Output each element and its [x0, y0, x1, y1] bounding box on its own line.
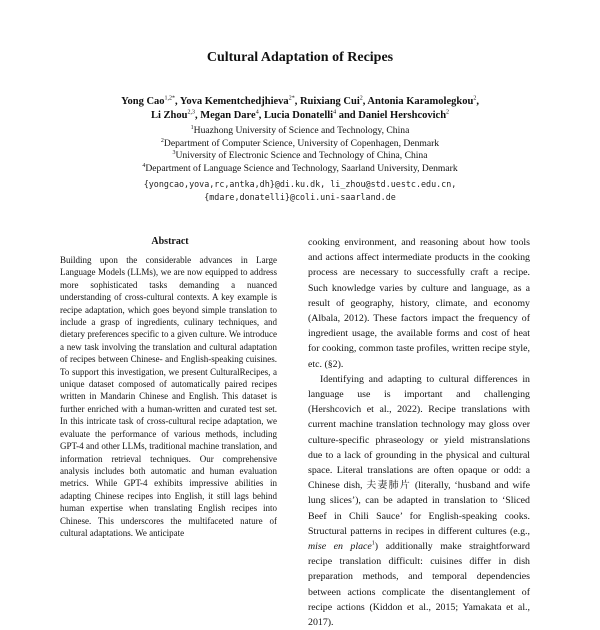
- email-line: {mdare,donatelli}@coli.uni-saarland.de: [204, 192, 396, 202]
- introduction-column: [308, 235, 530, 630]
- author-affiliation-mark: 4: [333, 109, 337, 116]
- chinese-dish-name: 夫妻肺片: [366, 480, 412, 492]
- affiliation-list: [30, 125, 570, 175]
- abstract-body: [60, 254, 277, 539]
- author-name: Lucia Donatelli: [263, 110, 334, 121]
- footnote-mark: 1: [371, 540, 375, 547]
- affiliation: $^1$Huazhong University of Science and Technology, China: [190, 124, 410, 136]
- author-affiliation-mark: 1,2*: [164, 95, 176, 102]
- author-affiliation-mark: 2,3: [187, 109, 195, 116]
- author-name: Yong Cao: [121, 96, 165, 107]
- affiliation: $^3$University of Electronic Science and Technology of China, China: [172, 150, 428, 162]
- email-list: [30, 178, 570, 204]
- affiliation: $^2$Department of Computer Science, University of Copenhagen, Denmark: [160, 137, 440, 149]
- abstract-heading: Abstract: [151, 236, 189, 247]
- abstract-paragraph: Building upon the considerable advances in Large Language Models (LLMs), we are now equipped to address more sophisticated tasks demanding a nuanced understanding of cross-cultural contexts. A key example is recipe adaptation, which goes beyond simple translation to include a grasp of ingredients, culinary techniques, and dietary preferences specific to a given culture. We introduce a new task involving the translation and cultural adaptation of recipes between Chinese- and English-speaking cuisines. To support this investigation, we present CulturalRecipes, a unique dataset composed of automatically paired recipes written in Mandarin Chinese and English. This dataset is further enriched with a human-written and curated test set. In this intricate task of cross-cultural recipe adaptation, we evaluate the performance of various methods, including GPT-4 and other LLMs, traditional machine translation, and information retrieval techniques. Our comprehensive analysis includes both automatic and human evaluation metrics. While GPT-4 exhibits impressive abilities in adapting Chinese recipes into English, it still lags behind human expertise when translating English recipes into Chinese. This underscores the multifaceted nature of cultural adaptations. We anticipate: [60, 255, 277, 538]
- author-affiliation-mark: 2: [473, 95, 477, 102]
- author-name: and Daniel Hershcovich: [338, 110, 447, 121]
- affiliation: $^4$Department of Language Science and Technology, Saarland University, Denmark: [142, 162, 458, 174]
- paper-title: Cultural Adaptation of Recipes: [206, 50, 394, 65]
- body-paragraph: Identifying and adapting to cultural differences in language use is important and challenging (Hershcovich et al., 2022). Recipe translations with current machine translation technology may gloss over culture-specific phraseology or yield mistranslations due to a lack of grounding in the physical and cultural space. Literal translations are often opaque or odd: a Chinese dish, 夫妻肺片 (literally, ‘husband and wife lung slices’), can be adapted in translation to ‘Sliced Beef in Chili Sauce’ for English-speaking cooks. Structural patterns in recipes in different cultures (e.g., mise en place$^1$) additionally make straightforward recipe translation difficult: cuisines differ in dish preparation methods, and temporal dependencies between actions complicate the disentanglement of recipe actions (Kiddon et al., 2015; Yamakata et al., 2017).: [308, 373, 530, 629]
- author-affiliation-mark: 2: [359, 95, 363, 102]
- author-name: Ruixiang Cui: [299, 96, 360, 107]
- author-name: Antonia Karamolegkou: [367, 96, 474, 107]
- author-name: Yova Kementchedjhieva: [179, 96, 289, 107]
- author-name: Li Zhou: [150, 110, 188, 121]
- email-line: {yongcao,yova,rc,antka,dh}@di.ku.dk, li_zhou@std.uestc.edu.cn,: [143, 179, 457, 189]
- author-list: Yong Cao$^{1,2*}$, Yova Kementchedjhieva$^{2*}$, Ruixiang Cui$^2$, Antonia Karamolegkou$^2$, Li Zhou$^{2,3}$, Megan Dare$^4$, Lucia Donatelli$^4$ and Daniel Hershcovich$^2$: [121, 95, 479, 121]
- author-affiliation-mark: 4: [255, 109, 259, 116]
- author-affiliation-mark: 2*: [288, 95, 295, 102]
- mise-en-place-term: mise en place: [308, 541, 372, 553]
- author-name: Megan Dare: [200, 110, 256, 121]
- author-affiliation-mark: 2: [446, 109, 450, 116]
- body-paragraph: cooking environment, and reasoning about how tools and actions affect intermediate products in the cooking process are necessary to successfully craft a recipe. Such knowledge varies by culture and language, as a result of geography, history, climate, and economy (Albala, 2012). These factors impact the frequency of ingredient usage, the available forms and cost of heat for cooking, common taste profiles, written recipe style, etc. (§2).: [308, 237, 530, 370]
